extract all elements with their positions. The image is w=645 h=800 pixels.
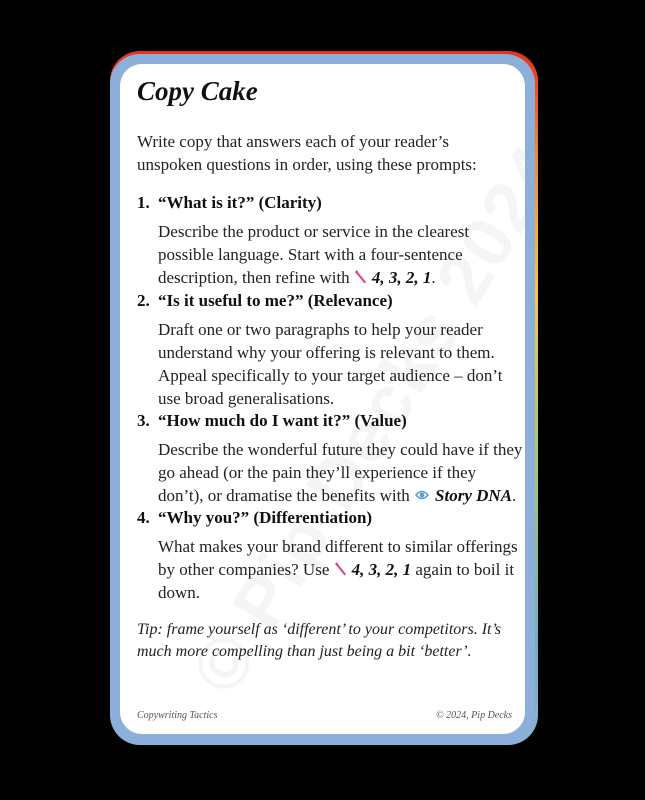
tactic-card [120,64,525,734]
prompt-heading [137,192,522,214]
prompt-item-clarity [137,192,522,289]
prompt-item-value [137,410,522,507]
card-intro: Write copy that answers each of your reader’s unspoken questions in order, using these prompts: [137,132,477,174]
prompt-body-text: . [431,268,436,287]
prompt-body-text: What makes your brand different to similar offerings by other companies? Use [158,537,518,579]
prompt-body: Draft one or two paragraphs to help your reader understand why your offering is relevant to them. Appeal specifically to your target audience – don’t use broad generalisations. [158,320,503,408]
wrench-icon [354,270,368,284]
prompt-number: 3. [137,411,150,430]
prompt-heading [137,507,522,529]
prompt-body-text: . [512,486,517,505]
prompt-item-differentiation [137,507,522,604]
footer-copyright: © 2024, Pip Decks [436,710,512,721]
card-title: Copy Cake [137,76,258,106]
wrench-icon [334,562,348,576]
prompt-number: 4. [137,508,150,527]
prompt-item-relevance [137,290,522,410]
prompt-heading-text: “Is it useful to me?” (Relevance) [158,291,393,310]
prompt-heading-text: “How much do I want it?” (Value) [158,411,407,430]
reference-label: Story DNA [435,486,513,505]
story-dna-icon [414,487,430,503]
reference-label: 4, 3, 2, 1 [351,560,412,579]
card-reference-link[interactable] [334,560,412,579]
prompt-body [158,438,523,507]
tip-text: Tip: frame yourself as ‘different’ to your competitors. It’s much more compelling than just being a bit ‘better’. [137,621,501,660]
prompt-heading-text: “What is it?” (Clarity) [158,193,322,212]
prompt-heading [137,410,522,432]
reference-label: 4, 3, 2, 1 [371,268,432,287]
card-reference-link[interactable] [414,486,512,505]
prompt-number: 1. [137,193,150,212]
prompt-heading-text: “Why you?” (Differentiation) [158,508,373,527]
prompt-heading [137,290,522,312]
prompt-body [158,535,523,604]
prompt-number: 2. [137,291,150,310]
footer-deck-name: Copywriting Tactics [137,710,218,721]
prompt-body-text: again to boil it down. [158,560,515,602]
prompt-body-text: Describe the product or service in the clearest possible language. Start with a four-sentence description, then refine with [158,222,470,287]
prompt-body [158,220,523,289]
prompt-body-text: Describe the wonderful future they could have if they go ahead (or the pain they’ll experience if they don’t), or dramatise the benefits with [158,440,523,505]
card-reference-link[interactable] [354,268,432,287]
